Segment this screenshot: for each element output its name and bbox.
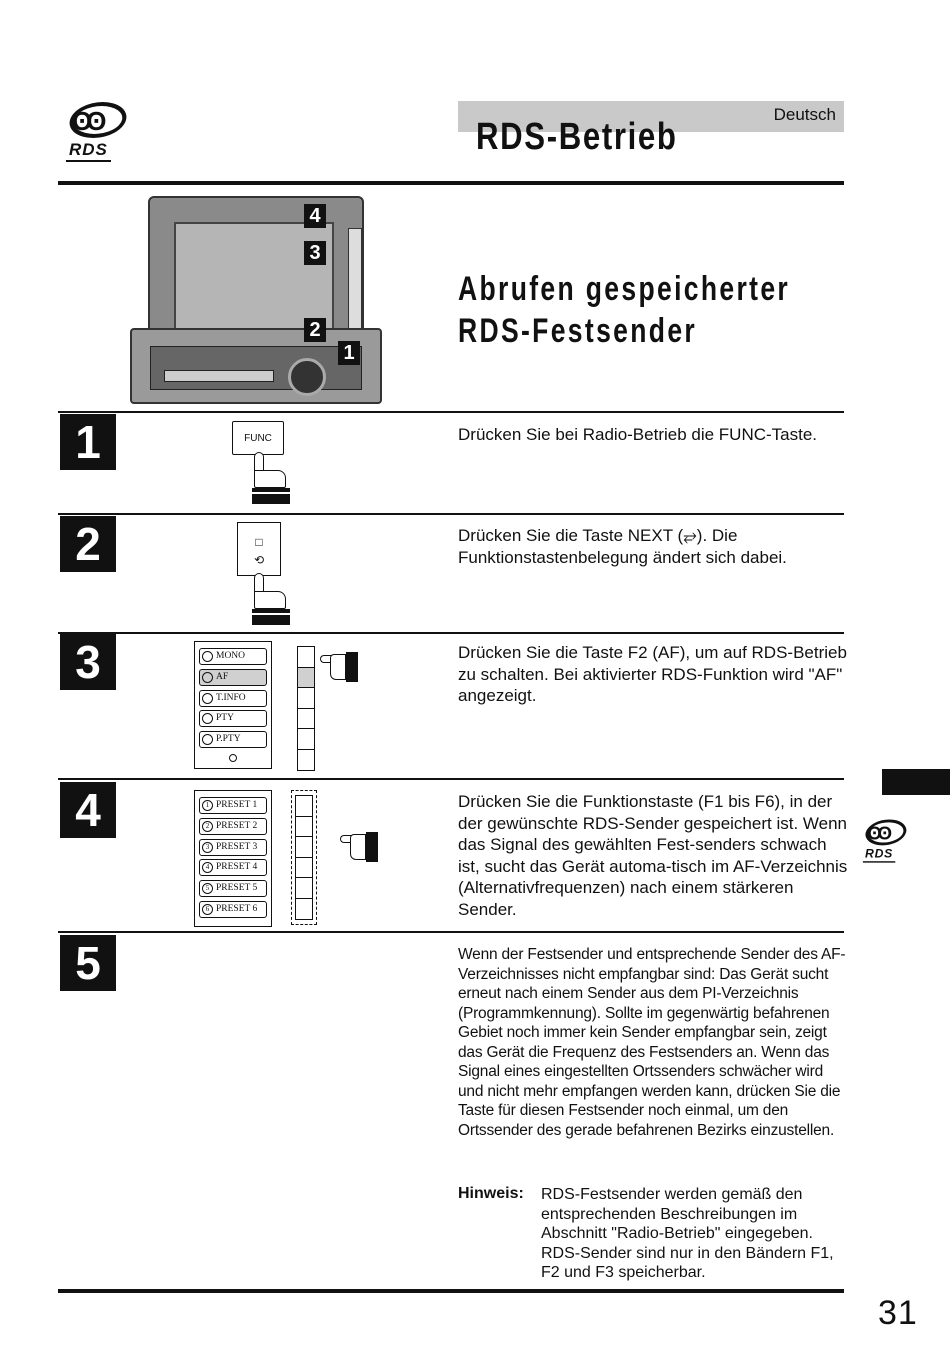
menu-item-preset-6: 6 PRESET 6: [199, 901, 267, 918]
menu-item-pty: PTY: [199, 710, 267, 727]
device-function-keys: [348, 228, 362, 338]
step-text: Drücken Sie bei Radio-Betrieb die FUNC-Taste.: [458, 425, 818, 444]
step-text: Drücken Sie die Taste F2 (AF), um auf RDS-Betrieb zu schalten. Bei aktivierter RDS-Funktion wird "AF" angezeigt.: [458, 643, 847, 705]
step-text: Drücken Sie die Taste NEXT (⥂). Die Funktionstastenbelegung ändert sich dabei.: [458, 526, 787, 567]
menu-item-preset-5: 5 PRESET 5: [199, 880, 267, 897]
side-tab-marker: [882, 769, 950, 795]
menu-item-preset-3: 3 PRESET 3: [199, 839, 267, 856]
rds-logo: ʘʘ RDS: [62, 100, 134, 166]
step-divider: [58, 778, 844, 780]
page-title: RDS-Betrieb: [476, 116, 678, 158]
callout-1: 1: [338, 341, 360, 365]
menu-item-mono: MONO: [199, 648, 267, 665]
step-text: Wenn der Festsender und entsprechende Sender des AF-Verzeichnisses nicht empfangbar sind: Das Gerät sucht erneut nach einem Sender aus dem PI-Verzeichnis (Programmkennung). Sollte im gegenwärtig befahrenen Gebiet noch immer kein Sender empfangbar sein, zeigt das Gerät die Frequenz des Festsenders an. Wenn das Signal eines eingestellten Ortssenders schwächer wird und nicht mehr empfangen werden kann, drücken Sie die Taste für diesen Festsender noch einmal, um den Ortssender des gerade befahrenen Bezirks einzustellen.: [458, 946, 846, 1139]
note-label: Hinweis:: [458, 1185, 524, 1202]
device-monitor: [148, 196, 364, 346]
menu-item-preset-1: 1 PRESET 1: [199, 797, 267, 814]
callout-3: 3: [304, 241, 326, 265]
pressing-hand-icon: [252, 573, 292, 625]
step-number: 3: [60, 634, 116, 690]
rds-side-logo: ʘʘ RDS: [860, 818, 912, 866]
step-number: 5: [60, 935, 116, 991]
device-rotary-knob: [288, 358, 326, 396]
menu-indicator-icon: [229, 754, 237, 762]
device-preset-keys: [164, 370, 274, 382]
section-title: [458, 268, 790, 352]
function-key-strip: [295, 795, 313, 920]
step-number: 2: [60, 516, 116, 572]
callout-4: 4: [304, 204, 326, 228]
pointing-hand-icon: [322, 652, 358, 682]
pressing-hand-icon: [252, 452, 292, 504]
square-icon: □: [255, 535, 263, 549]
next-cycle-icon: ⟲: [253, 553, 265, 567]
menu-item-ppty: P.PTY: [199, 731, 267, 748]
step-divider: [58, 931, 844, 933]
step-number: 1: [60, 414, 116, 470]
rds-logo-text: RDS: [66, 140, 111, 162]
menu-item-preset-4: 4 PRESET 4: [199, 859, 267, 876]
step-text: Drücken Sie die Funktionstaste (F1 bis F6), in der der gewünschte RDS-Sender gespeichert ist. Wenn das Signal des gewählten Fest-senders schwach ist, sucht das Gerät automa-tisch im AF-Verzeichnis (Alternativfrequenzen) nach einem stärkeren Sender.: [458, 792, 848, 919]
top-divider: [58, 181, 844, 185]
device-front-panel: [150, 346, 362, 390]
next-button: [237, 522, 281, 576]
page-number: 31: [878, 1294, 918, 1332]
function-key-strip-highlight: [291, 790, 317, 925]
menu-item-af: AF: [199, 669, 267, 686]
step-divider: [58, 632, 844, 634]
preset-menu: [194, 790, 272, 927]
step-divider: [58, 411, 844, 413]
rds-side-logo-text: RDS: [863, 847, 895, 863]
af-menu: [194, 641, 272, 769]
bottom-divider: [58, 1289, 844, 1293]
pointing-hand-icon: [342, 832, 378, 862]
callout-2: 2: [304, 318, 326, 342]
menu-item-tinfo: T.INFO: [199, 690, 267, 707]
device-illustration: [130, 196, 382, 404]
language-label: Deutsch: [773, 105, 836, 124]
section-title-line2: RDS-Festsender: [458, 312, 698, 350]
note-text: RDS-Festsender werden gemäß den entsprechenden Beschreibungen im Abschnitt "Radio-Betrieb" eingegeben. RDS-Sender sind nur in den Bändern F1, F2 und F3 speicherbar.: [541, 1186, 834, 1281]
section-title-line1: Abrufen gespeicherter: [458, 270, 791, 308]
step-number: 4: [60, 782, 116, 838]
func-button: FUNC: [232, 421, 284, 455]
function-key-strip: [297, 646, 315, 771]
menu-item-preset-2: 2 PRESET 2: [199, 818, 267, 835]
step-divider: [58, 513, 844, 515]
